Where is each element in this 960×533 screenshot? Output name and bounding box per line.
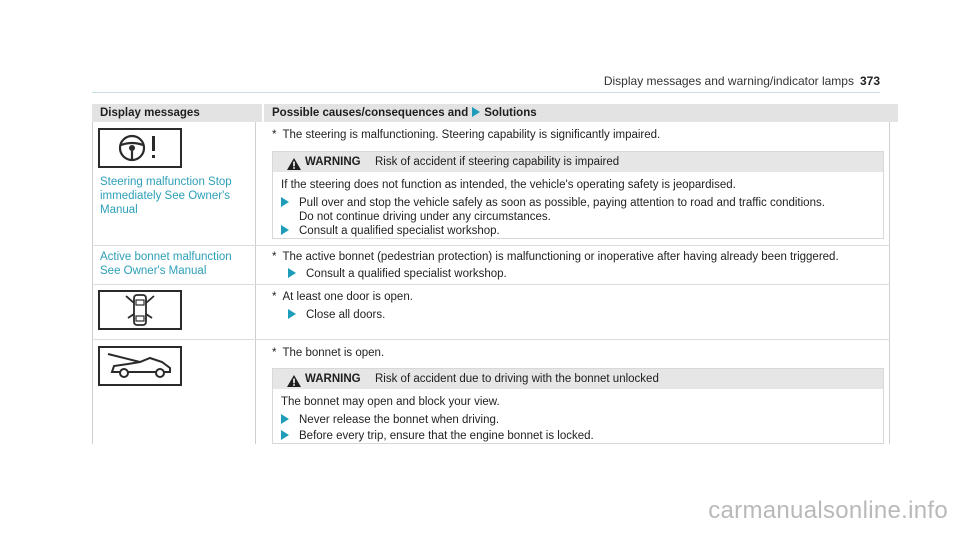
warning-label: WARNING (305, 373, 361, 385)
cause-bonnet-open: * The bonnet is open. (272, 347, 385, 359)
cause-door-open: * At least one door is open. (272, 291, 413, 303)
step-arrow-icon (288, 309, 296, 319)
step-arrow-icon (281, 225, 289, 235)
step-arrow-icon (281, 414, 289, 424)
message-active-bonnet: Active bonnet malfunction See Owner's Manual (100, 251, 232, 277)
table-column-divider (255, 122, 256, 444)
column-header-causes (264, 104, 898, 122)
solution-step: Close all doors. (288, 308, 385, 322)
cause-active-bonnet: * The active bonnet (pedestrian protection) is malfunctioning or inoperative after having already been triggered. (272, 251, 839, 263)
step-arrow-icon (288, 268, 296, 278)
solution-step: Before every trip, ensure that the engine bonnet is locked. (281, 429, 594, 443)
solution-step: Consult a qualified specialist workshop. (288, 267, 507, 281)
table-left-border (92, 122, 93, 444)
warning-box-bonnet (272, 368, 884, 444)
column-header-causes-text: Possible causes/consequences and (272, 107, 469, 119)
running-head-title: Display messages and warning/indicator lamps (603, 74, 854, 88)
running-head (604, 74, 880, 88)
message-steering-malfunction: Steering malfunction Stop immediately See Owner's Manual (100, 176, 232, 216)
warning-header (273, 369, 883, 389)
warning-box-steering (272, 151, 884, 239)
warning-title: Risk of accident if steering capability is impaired (375, 156, 620, 168)
step-arrow-icon (281, 430, 289, 440)
page-number: 373 (859, 74, 880, 88)
step-arrow-icon (281, 197, 289, 207)
cause-steering: * The steering is malfunctioning. Steering capability is significantly impaired. (272, 129, 661, 141)
warning-triangle-icon (287, 374, 301, 394)
row-separator (92, 245, 890, 246)
warning-triangle-icon (287, 157, 301, 177)
row-separator (92, 284, 890, 285)
warning-label: WARNING (305, 156, 361, 168)
header-rule (92, 92, 880, 93)
door-open-icon (98, 290, 182, 330)
table-right-border (889, 122, 890, 444)
column-header-solutions-text: Solutions (484, 107, 537, 119)
warning-title: Risk of accident due to driving with the bonnet unlocked (375, 373, 659, 385)
solution-step: Never release the bonnet when driving. (281, 413, 499, 427)
steering-malfunction-icon (98, 128, 182, 168)
warning-text: If the steering does not function as intended, the vehicle's operating safety is jeopardised. (281, 179, 736, 191)
arrow-right-icon (472, 107, 480, 117)
watermark: carmanualsonline.info (708, 497, 948, 524)
warning-header (273, 152, 883, 172)
solution-step: Consult a qualified specialist workshop. (281, 224, 500, 238)
solution-step: Pull over and stop the vehicle safely as soon as possible, paying attention to road and traffic conditions. Do not continue driving under any circumstances. (281, 196, 825, 224)
warning-text: The bonnet may open and block your view. (281, 396, 500, 408)
bonnet-open-icon (98, 346, 182, 386)
row-separator (92, 339, 890, 340)
column-header-messages: Display messages (92, 104, 262, 122)
